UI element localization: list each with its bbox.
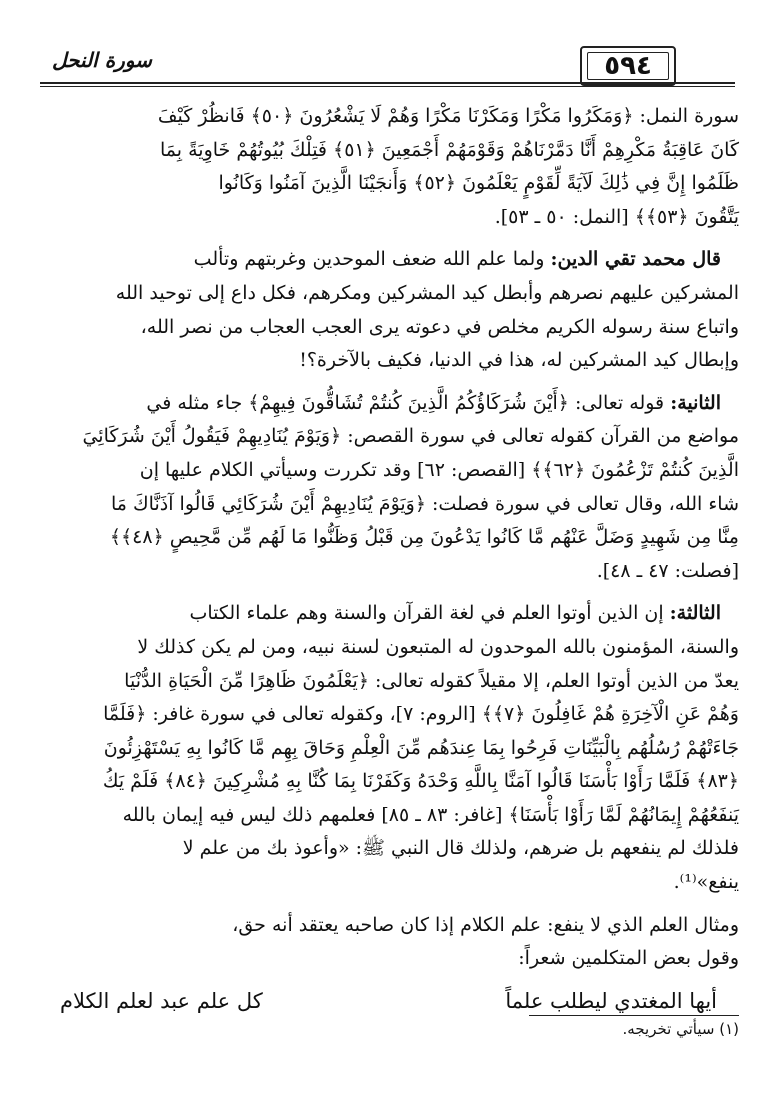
section-lead: الثالثة: <box>669 602 721 625</box>
line-text: وَهُمْ عَنِ الْآخِرَةِ هُمْ غَافِلُونَ ﴿٧﴾﴾ [الروم: ٧]، وكقوله تعالى في سورة غافر: ﴿فَلَمَّا <box>103 703 739 726</box>
text-line <box>38 134 739 168</box>
line-text: مواضع من القرآن كقوله تعالى في سورة القصص: ﴿وَيَوْمَ يُنَادِيهِمْ فَيَقُولُ أَيْنَ شُرَكَائِيَ <box>82 425 739 448</box>
line-text: إن الذين أوتوا العلم في لغة القرآن والسنة وهم علماء الكتاب <box>189 602 670 625</box>
paragraph <box>38 243 739 377</box>
line-text: جَاءَتْهُمْ رُسُلُهُم بِالْبَيِّنَاتِ فَرِحُوا بِمَا عِندَهُم مِّنَ الْعِلْمِ وَحَاقَ بِهِم مَّا كَانُوا بِهِ يَسْتَهْزِئُونَ <box>103 736 739 759</box>
paragraph <box>38 387 739 589</box>
line-text: المشركين عليهم نصرهم وأبطل كيد المشركين ومكرهم، فكل داع إلى توحيد الله <box>115 281 739 304</box>
surah-title: سورة النحل <box>52 48 152 72</box>
line-text: ينفع»⁽¹⁾. <box>673 871 739 894</box>
text-line <box>38 597 739 631</box>
header-rule <box>40 82 735 84</box>
line-text: الَّذِينَ كُنتُمْ تَزْعُمُونَ ﴿٦٢﴾﴾ [القصص: ٦٢] وقد تكررت وسيأتي الكلام عليها إن <box>139 458 739 481</box>
line-text: مِنَّا مِن شَهِيدٍ وَضَلَّ عَنْهُم مَّا كَانُوا يَدْعُونَ مِن قَبْلُ وَظَنُّوا مَا لَهُم مِّن مَّحِيصٍ ﴿٤٨﴾﴾ <box>109 526 739 549</box>
line-text: والسنة، المؤمنون بالله الموحدون له المتبعون لسنة نبيه، ومن لم يكن كذلك لا <box>137 635 739 658</box>
line-text: ولما علم الله ضعف الموحدين وغربتهم وتألب <box>193 248 551 271</box>
text-line <box>38 555 739 589</box>
text-line <box>38 488 739 522</box>
line-text: شاء الله، وقال تعالى في سورة فصلت: ﴿وَيَوْمَ يُنَادِيهِمْ أَيْنَ شُرَكَائِي قَالُوا آذَنَّاكَ مَا <box>111 492 739 515</box>
text-line <box>38 277 739 311</box>
page-body <box>38 100 739 1013</box>
line-text: يَنفَعُهُمْ إِيمَانُهُمْ لَمَّا رَأَوْا بَأْسَنَا﴾ [غافر: ٨٣ ـ ٨٥] فعلمهم ذلك ليس فيه إيمان بالله <box>122 803 739 826</box>
text-line <box>38 942 739 976</box>
line-text: فلذلك لم ينفعهم بل ضرهم، ولذلك قال النبي ﷺ: «وأعوذ بك من علم لا <box>182 837 739 860</box>
text-line <box>38 765 739 799</box>
page-header <box>40 30 735 90</box>
paragraph <box>38 909 739 976</box>
poem-verse <box>38 985 739 1013</box>
text-line <box>38 344 739 378</box>
text-line <box>38 799 739 833</box>
poem-first-hemistich: أيها المغتدي ليطلب علماً <box>505 988 717 1013</box>
line-text: وإبطال كيد المشركين له، هذا في الدنيا، فكيف بالآخرة؟! <box>299 349 739 372</box>
line-text: ومثال العلم الذي لا ينفع: علم الكلام إذا كان صاحبه يعتقد أنه حق، <box>232 913 739 936</box>
text-line <box>38 311 739 345</box>
text-line <box>38 665 739 699</box>
text-line <box>38 521 739 555</box>
line-text: سورة النمل: ﴿وَمَكَرُوا مَكْرًا وَمَكَرْنَا مَكْرًا وَهُمْ لَا يَشْعُرُونَ ﴿٥٠﴾ فَانظُرْ كَيْفَ <box>157 105 739 127</box>
header-rule-thin <box>40 86 735 87</box>
line-text: واتباع سنة رسوله الكريم مخلص في دعوته يرى العجب العجاب من نصر الله، <box>140 315 739 338</box>
footnote-divider <box>529 1015 739 1016</box>
text-line <box>38 420 739 454</box>
poem-second-hemistich: كل علم عبد لعلم الكلام <box>60 988 263 1013</box>
section-lead: الثانية: <box>670 391 721 414</box>
text-line <box>38 100 739 134</box>
line-text: وقول بعض المتكلمين شعراً: <box>518 947 739 970</box>
text-line <box>38 201 739 235</box>
section-lead: قال محمد تقي الدين: <box>550 248 721 271</box>
text-line <box>38 698 739 732</box>
line-text: يعدّ من الذين أوتوا العلم، إلا مقيلاً كقوله تعالى: ﴿يَعْلَمُونَ ظَاهِرًا مِّنَ الْحَيَاةِ الدُّنْيَا <box>124 669 739 692</box>
text-line <box>38 387 739 421</box>
line-text: كَانَ عَاقِبَةُ مَكْرِهِمْ أَنَّا دَمَّرْنَاهُمْ وَقَوْمَهُمْ أَجْمَعِينَ ﴿٥١﴾ فَتِلْكَ بُيُوتُهُمْ خَاوِيَةً بِمَا <box>160 138 739 161</box>
page-number-frame <box>580 46 676 86</box>
text-line <box>38 167 739 201</box>
line-text: ظَلَمُوا إِنَّ فِي ذَٰلِكَ لَآيَةً لِّقَوْمٍ يَعْلَمُونَ ﴿٥٢﴾ وَأَنجَيْنَا الَّذِينَ آمَنُوا وَكَانُوا <box>218 172 739 195</box>
paragraph <box>38 100 739 234</box>
text-line <box>38 732 739 766</box>
text-line <box>38 866 739 900</box>
text-line <box>38 832 739 866</box>
line-text: قوله تعالى: ﴿أَيْنَ شُرَكَاؤُكُمُ الَّذِينَ كُنتُمْ تُشَاقُّونَ فِيهِمْ﴾ جاء مثله في <box>146 391 671 414</box>
line-text: يَتَّقُونَ ﴿٥٣﴾﴾ [النمل: ٥٠ ـ ٥٣]. <box>494 205 739 228</box>
text-line <box>38 631 739 665</box>
paragraph <box>38 597 739 899</box>
line-text: ﴿٨٣﴾ فَلَمَّا رَأَوْا بَأْسَنَا قَالُوا آمَنَّا بِاللَّهِ وَحْدَهُ وَكَفَرْنَا بِمَا كُنَّا بِهِ مُشْرِكِينَ ﴿٨٤﴾ فَلَمْ يَكُ <box>102 770 739 793</box>
line-text: [فصلت: ٤٧ ـ ٤٨]. <box>596 559 739 582</box>
page-number: ٥٩٤ <box>604 51 652 81</box>
text-line <box>38 909 739 943</box>
footnote: (١) سيأتي تخريجه. <box>622 1020 739 1038</box>
text-line <box>38 454 739 488</box>
text-line <box>38 243 739 277</box>
